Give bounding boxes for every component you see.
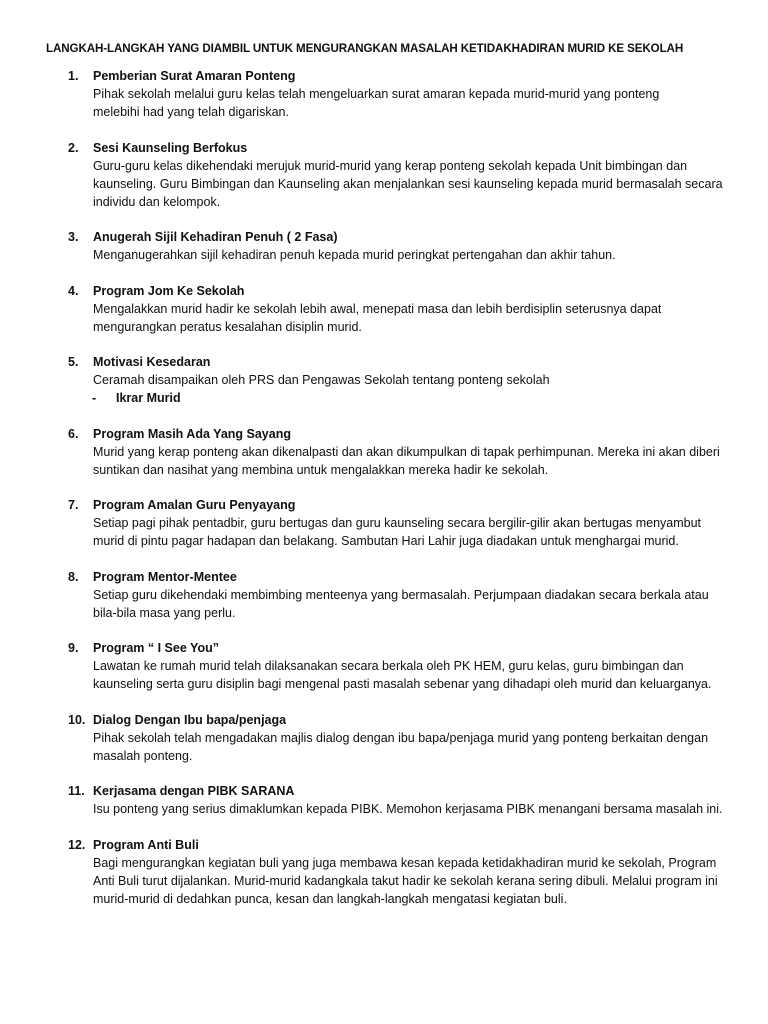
list-item	[46, 282, 718, 336]
sub-list-item	[93, 389, 728, 407]
item-body: Lawatan ke rumah murid telah dilaksanakan secara berkala oleh PK HEM, guru kelas, guru bimbingan dan kaunseling serta guru disiplin bagi mengenal pasti masalah sebenar yang dihadapi oleh murid dan keluarganya.	[93, 659, 712, 691]
item-heading: Program Masih Ada Yang Sayang	[93, 426, 291, 441]
item-number: 3.	[68, 230, 79, 244]
list-item	[46, 353, 728, 407]
item-heading: Program Amalan Guru Penyayang	[93, 498, 296, 512]
list-item	[46, 139, 728, 211]
item-body: Guru-guru kelas dikehendaki merujuk murid-murid yang kerap ponteng sekolah kepada Unit bimbingan dan kaunseling. Guru Bimbingan dan Kaunseling akan menjalankan sesi kaunseling kepada murid bermasalah secara individu dan kelompok.	[93, 158, 723, 209]
item-heading: Program “ I See You”	[93, 641, 219, 655]
list-item	[46, 836, 733, 908]
item-heading: Anugerah Sijil Kehadiran Penuh ( 2 Fasa)	[93, 230, 338, 244]
item-body: Setiap pagi pihak pentadbir, guru bertugas dan guru kaunseling secara bergilir-gilir akan bertugas menyambut murid di pintu pagar hadapan dan belakang. Sambutan Hari Lahir juga diadakan untuk menghargai murid.	[93, 516, 702, 548]
item-heading: Sesi Kaunseling Berfokus	[93, 140, 248, 155]
list-item	[46, 228, 728, 264]
item-number: 2.	[68, 140, 79, 155]
item-body: Isu ponteng yang serius dimaklumkan kepada PIBK. Memohon kerjasama PIBK menangani bersama masalah ini.	[93, 802, 723, 816]
item-heading: Pemberian Surat Amaran Ponteng	[93, 69, 296, 83]
list-item	[46, 67, 693, 121]
item-number: 8.	[68, 569, 79, 584]
item-body: Setiap guru dikehendaki membimbing menteenya yang bermasalah. Perjumpaan diadakan secara berkala atau bila-bila masa yang perlu.	[93, 587, 709, 620]
item-heading: Dialog Dengan Ibu bapa/penjaga	[93, 712, 287, 727]
item-body: Pihak sekolah melalui guru kelas telah mengeluarkan surat amaran kepada murid-murid yang ponteng melebihi had yang telah digariskan.	[93, 87, 660, 119]
item-heading: Program Anti Buli	[93, 837, 199, 852]
item-body: Ceramah disampaikan oleh PRS dan Pengawas Sekolah tentang ponteng sekolah	[93, 373, 550, 387]
item-body: Bagi mengurangkan kegiatan buli yang juga membawa kesan kepada ketidakhadiran murid ke sekolah, Program Anti Buli turut dijalankan. Murid-murid kadangkala takut hadir ke sekolah kerana sering dibuli. Melalui program ini murid-murid di dedahkan punca, kesan dan langkah-langkah mengatasi kegiatan buli.	[93, 855, 718, 906]
dash-bullet: -	[92, 391, 97, 405]
item-body: Mengalakkan murid hadir ke sekolah lebih awal, menepati masa dan lebih berdisiplin seterusnya dapat mengurangkan peratus kesalahan disiplin murid.	[93, 301, 662, 334]
list-item	[46, 711, 733, 765]
item-heading: Program Mentor-Mentee	[93, 569, 237, 584]
list-item	[46, 425, 733, 479]
item-body: Menganugerahkan sijil kehadiran penuh kepada murid peringkat pertengahan dan akhir tahun.	[93, 248, 616, 262]
item-number: 5.	[68, 355, 79, 369]
item-number: 4.	[68, 283, 79, 298]
item-number: 9.	[68, 641, 79, 655]
item-number: 12.	[68, 837, 86, 852]
item-heading: Kerjasama dengan PIBK SARANA	[93, 784, 295, 798]
sub-item-label: Ikrar Murid	[116, 391, 181, 405]
item-number: 6.	[68, 426, 79, 441]
item-heading: Program Jom Ke Sekolah	[93, 283, 245, 298]
item-body: Pihak sekolah telah mengadakan majlis dialog dengan ibu bapa/penjaga murid yang ponteng berkaitan dengan masalah ponteng.	[93, 730, 709, 763]
list-item	[46, 639, 733, 693]
list-item	[46, 782, 733, 818]
document-title: LANGKAH-LANGKAH YANG DIAMBIL UNTUK MENGURANGKAN MASALAH KETIDAKHADIRAN MURID KE SEKOLAH	[46, 42, 684, 55]
list-item	[46, 496, 703, 550]
item-body: Murid yang kerap ponteng akan dikenalpasti dan akan dikumpulkan di tapak perhimpunan. Mereka ini akan diberi suntikan dan nasihat yang membina untuk mengalakkan mereka hadir ke sekolah.	[93, 444, 720, 477]
list-item	[46, 568, 728, 622]
item-number: 1.	[68, 69, 79, 83]
item-heading: Motivasi Kesedaran	[93, 355, 211, 369]
item-number: 10.	[68, 712, 86, 727]
item-number: 7.	[68, 498, 79, 512]
item-number: 11.	[68, 784, 85, 798]
